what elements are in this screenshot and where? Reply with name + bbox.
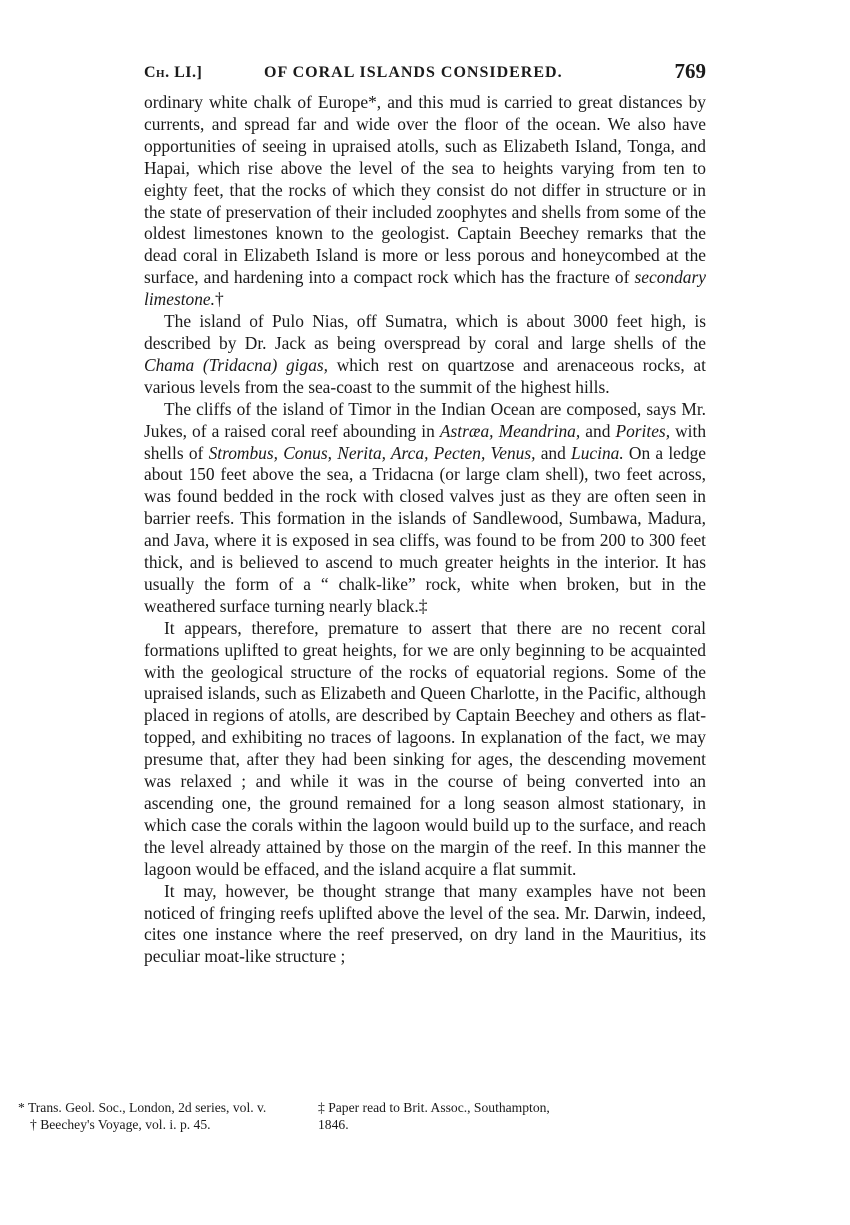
paragraph [144,881,706,969]
paragraph [144,399,706,618]
text-run: The island of Pulo Nias, off Sumatra, which is about 3000 feet high, is described by Dr. Jack as being overspread by coral and large shells of the [144,311,706,353]
text-run: It appears, therefore, premature to assert that there are no recent coral formations uplifted to great heights, for we are only beginning to be acquainted with the geological structure of the rocks of equatorial regions. Some of the upraised islands, such as Elizabeth and Queen Charlotte, in the Pacific, although placed in regions of atolls, are described by Captain Beechey and others as flat-topped, and exhibiting no traces of lagoons. In explanation of the fact, we may presume that, after they had been sinking for ages, the descending movement was relaxed ; and while it was in the course of being converted into an ascending one, the ground remained for a long season almost stationary, in which case the corals within the lagoon would build up to the surface, and reach the level already attained by those on the margin of the reef. In this manner the lagoon would be effaced, and the island acquire a flat summit. [144,617,706,879]
text-run: which rest on quartzose and arenaceous rocks, at various levels from the sea-coast to the summit of the highest hills. [144,354,706,397]
footnote: ‡ Paper read to Brit. Assoc., Southampton, 1846. [318,1100,550,1132]
page-number: 769 [674,59,706,83]
footnotes-left-column [18,1100,280,1133]
chapter-label: Ch. LI.] [144,64,203,81]
paragraph [144,618,706,881]
italic-text: Astræa, Meandrina, [439,420,581,441]
italic-text: Strombus, Conus, Nerita, Arca, Pecten, Venus, [208,442,536,463]
footnote: † Beechey's Voyage, vol. i. p. 45. [30,1116,211,1132]
italic-text: secondary limestone. [144,267,706,310]
book-page [144,60,706,968]
body-text [144,92,706,968]
paragraph [144,92,706,311]
paragraph [144,311,706,399]
page-title: OF CORAL ISLANDS CONSIDERED. [264,64,563,81]
text-run: and [535,442,572,463]
italic-text: Porites, [615,420,671,441]
text-run: On a ledge about 150 feet above the sea, a Tridacna (or large clam shell), two feet across, was found bedded in the rock with closed valves just as they are often seen in barrier reefs. This formation in the islands of Sandlewood, Sumbawa, Madura, and Java, where it is exposed in sea cliffs, was found to be from 200 to 300 feet thick, and is believed to ascend to much greater heights in the interior. It has usually the form of a “ chalk-like” rock, white when broken, but in the weathered surface turning nearly black.‡ [144,442,706,616]
text-run: It may, however, be thought strange that many examples have not been noticed of fringing reefs uplifted above the level of the sea. Mr. Darwin, indeed, cites one instance where the reef preserved, on dry land in the Mauritius, its peculiar moat-like structure ; [144,880,706,967]
text-run: † [215,289,224,310]
text-run: The cliffs of the island of Timor in the Indian Ocean are composed, says Mr. Jukes, of a raised coral reef abounding in [144,398,706,441]
text-run: ordinary white chalk of Europe*, and this mud is carried to great distances by currents, and spread far and wide over the floor of the ocean. We also have opportunities of seeing in upraised atolls, such as Elizabeth Island, Tonga, and Hapai, which rise above the level of the sea to heights varying from ten to eighty feet, that the rocks of which they consist do not differ in structure or in the state of preservation of their included zoophytes and shells from some of the oldest limestones known to the geologist. Captain Beechey remarks that the dead coral in Elizabeth Island is more or less porous and honeycombed at the surface, and hardening into a compact rock which has the fracture of [144,92,706,288]
footnotes [18,1100,562,1133]
italic-text: Lucina. [571,442,624,463]
text-run: and [580,420,616,441]
running-head [144,60,706,86]
italic-text: Chama (Tridacna) gigas, [144,354,329,375]
footnote: * Trans. Geol. Soc., London, 2d series, vol. v. [18,1100,267,1115]
footnotes-right-column [318,1100,562,1133]
text-run: with shells of [144,420,707,463]
